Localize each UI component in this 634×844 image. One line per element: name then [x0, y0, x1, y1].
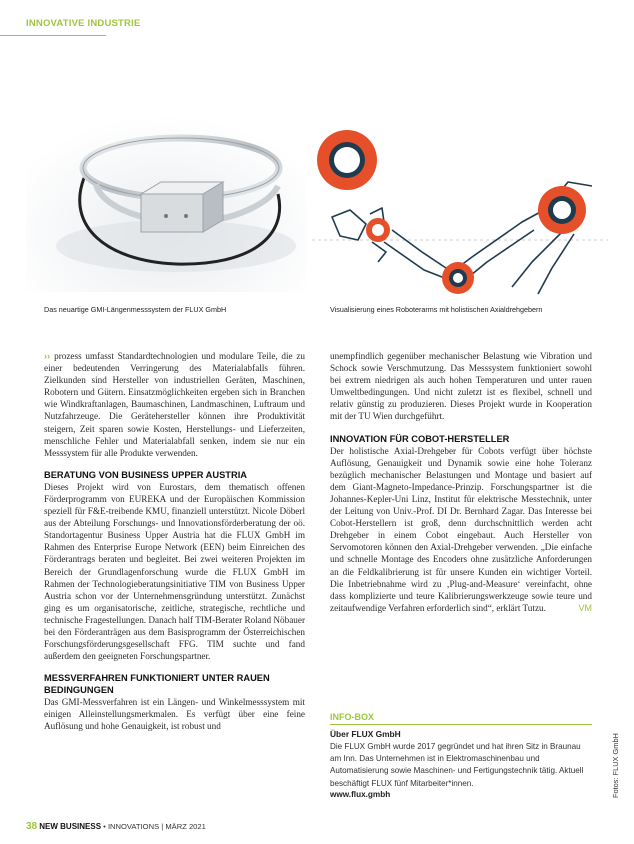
col2-intro-paragraph: unempfindlich gegenüber mechanischer Belastung wie Vibration und Schock sowie Verschmutzung. Das Messsystem funktioniert sowohl bei extrem niedrigen als auch hohen Temperaturen und unter rauen Umweltbedingungen. Und nicht zuletzt ist es flexibel, schnell und relativ günstig zu produzieren. Dieses Projekt wurde in Kooperation mit der TU Wien durchgeführt.: [330, 351, 592, 422]
heading-messverfahren: MESSVERFAHREN FUNKTIONIERT UNTER RAUEN BEDINGUNGEN: [44, 673, 270, 696]
gmi-sensor-photo: [26, 96, 306, 292]
page-number: 38: [26, 821, 38, 832]
col1-intro-text: prozess umfasst Standardtechnologien und modulare Teile, die zu einer bedeutenden Verringerung des Materialabfalls führen. Zielkunden sind Hersteller von industriellen Geräten, Maschinen, Robotern und Gütern. Einsatzmöglichkeiten ergeben sich in Branchen wie Windkraftanlagen, Baumaschinen, Landmaschinen, Luftraum und Nutzfahrzeuge. Die Gerätehersteller können ihre Produktivität steigern, Zeit sparen sowie Kosten, Herstellungs- und Lieferzeiten, menschliche Fehler und Materialabfall senken, indem sie nur ein Messsystem für alle Produkte verwenden.: [44, 351, 306, 458]
section-tag: INNOVATIVE INDUSTRIE: [26, 18, 141, 29]
robot-arm-visualisation: [312, 112, 608, 297]
col1-intro-paragraph: [44, 350, 305, 459]
info-box-body: Die FLUX GmbH wurde 2017 gegründet und hat ihren Sitz in Braunau am Inn. Das Unternehmen ist in Elektromaschinenbau und Automatisierung sowie Maschinen- und Fertigungstechnik tätig. Aktuell beschäftigt FLUX fünf Mitarbeiter*innen.: [330, 742, 584, 788]
article-column-1: [44, 350, 305, 733]
info-box: [330, 712, 592, 799]
figure-caption-right: Visualisierung eines Roboterarms mit holistischen Axialdrehgebern: [330, 305, 543, 314]
paragraph-cobot: [330, 445, 592, 614]
info-box-label: INFO-BOX: [330, 712, 592, 725]
info-box-url[interactable]: www.flux.gmbh: [330, 789, 391, 799]
paragraph-messverfahren: Das GMI-Messverfahren ist ein Längen- und Winkelmesssystem mit einigen Alleinstellungsmerkmalen. Es verfügt über eine feine Auflösung und hohe Genauigkeit, ist robust und: [44, 697, 305, 732]
continuation-marker-icon: ››: [44, 351, 55, 361]
paragraph-beratung: Dieses Projekt wird von Eurostars, dem thematisch offenen Förderprogramm von EUREKA und der Europäischen Kommission speziell für F&E-treibende KMU, finanziell unterstützt. Nicole Döberl aus der Abteilung Forschungs- und Innovationsförderberatung der oö. Standortagentur Business Upper Austria hat die FLUX GmbH im Rahmen des Enterprise Europe Network (EEN) beim Einreichen des Förderantrags beraten und begleitet. Bei zwei weiteren Projekten im Bereich der Grundlagenforschung wurde die FLUX GmbH im Rahmen der Technologieberatungsinitiative TIM von Business Upper Austria schon vor der Unternehmensgründung unterstützt. Zunächst ging es um organisatorische, zeitliche, strategische, rechtliche und technische Fragestellungen. Danach half TIM-Berater Roland Nöbauer bei den Förderanträgen aus dem Basisprogramm der Österreichischen Forschungsförderungsgesellschaft FFG. TIM suchte und fand außerdem den geeigneten Forschungspartner.: [44, 481, 305, 662]
section-rule: [0, 35, 106, 36]
article-column-2: [330, 350, 592, 614]
paragraph-cobot-text: Der holistische Axial-Drehgeber für Cobots verfügt über höchste Auflösung, Genauigkeit und Dynamik sowie eine hohe Toleranz bezüglich mechanischer Belastungen und Montage und basiert auf dem Giant-Magneto-Impedance-Prinzip. Forschungspartner ist die Johannes-Kepler-Uni Linz, Institut für elektrische Messtechnik, unter der Leitung von Univ.-Prof. DI Dr. Bernhard Zagar. Das Interesse bei Cobot-Herstellern ist groß, denn durchschnittlich werden acht Drehgeber in einem Cobot eingebaut. Auch Hersteller von Servomotoren können den Axial-Drehgeber verwenden. „Die einfache und schnelle Montage des Encoders ohne zusätzliche Anforderungen an die Feldkalibrierung ist für unsere Kunden ein wichtiger Vorteil. Die Inbetriebnahme wird zu ‚Plug-and-Measure‘ vereinfacht, ohne dass komplizierte und teure Kalibrierungswerkzeuge sowie teure und zeitaufwendige Verfahren erforderlich sind“, erklärt Tutzu.: [330, 445, 592, 613]
magazine-name: NEW BUSINESS: [39, 822, 102, 831]
issue-info: • INNOVATIONS | MÄRZ 2021: [103, 822, 206, 831]
author-signoff: VM: [578, 602, 592, 613]
page-footer: [26, 821, 206, 832]
heading-cobot: INNOVATION FÜR COBOT-HERSTELLER: [330, 433, 510, 444]
heading-beratung: BERATUNG VON BUSINESS UPPER AUSTRIA: [44, 469, 248, 480]
info-box-title: Über FLUX GmbH: [330, 729, 401, 739]
figure-caption-left: Das neuartige GMI-Längenmesssystem der FLUX GmbH: [44, 305, 227, 314]
photo-credit: Fotos: FLUX GmbH: [611, 733, 620, 798]
